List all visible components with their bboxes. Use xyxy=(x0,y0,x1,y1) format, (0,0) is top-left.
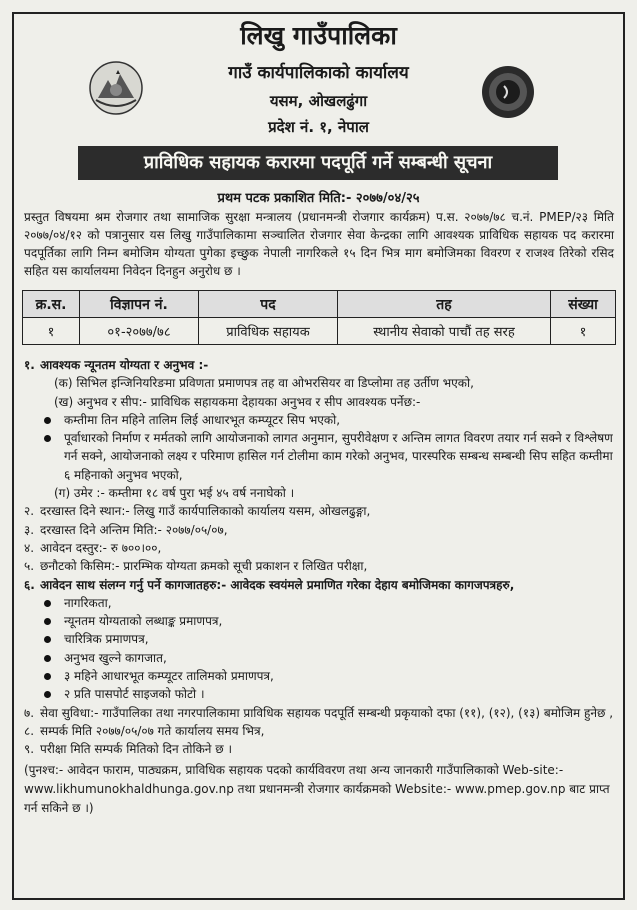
section-6: ६. आवेदन साथ संलग्न गर्नु पर्ने कागजातहरु:- आवेदक स्वयंमले प्रमाणित गरेका देहाय बमोजिमका कागजपत्रहरु, xyxy=(24,577,515,592)
col-count: संख्या xyxy=(551,291,616,318)
cell-position: प्राविधिक सहायक xyxy=(199,318,338,345)
col-serial: क्र.स. xyxy=(23,291,80,318)
col-ad-number: विज्ञापन नं. xyxy=(80,291,199,318)
col-position: पद xyxy=(199,291,338,318)
section-5: ५. छनौटको किसिम:- प्रारम्भिक योग्यता क्रमको सूची प्रकाशन र लिखित परीक्षा, xyxy=(24,559,368,574)
section-9: ९. परीक्षा मिति सम्पर्क मितिको दिन तोकिने छ । xyxy=(24,742,233,757)
list-item: चारित्रिक प्रमाणपत्र, xyxy=(24,630,616,648)
intro-paragraph: प्रस्तुत विषयमा श्रम रोजगार तथा सामाजिक सुरक्षा मन्त्रालय (प्रधानमन्त्री रोजगार कार्यक्रम) प.स. २०७७/७८ च.नं. PMEP/२३ मिति २०७७/०४/१२ को पत्रानुसार यस लिखु गाउँपालिकामा सञ्चालित रोजगार सेवा केन्द्रका लागि आवश्यक प्राविधिक सहायक पद करारमा पदपूर्तिका लागि निम्न बमोजिम योग्यता पुगेका इच्छुक नेपाली नागरिकले १५ दिन भित्र माग बमोजिमका विवरण र राजश्व तिरेको रसिद सहित यस कार्यालयमा निवेदन दिनहुन अनुरोध छ । xyxy=(24,210,614,278)
list-item: न्यूनतम योग्यताको लब्धाङ्क प्रमाणपत्र, xyxy=(24,612,616,630)
section-1-title: आवश्यक न्यूनतम योग्यता र अनुभव :- xyxy=(40,358,209,372)
cell-count: १ xyxy=(551,318,616,345)
section-1-kha: (ख) अनुभव र सीप:- प्राविधिक सहायकमा देहायका अनुभव र सीप आवश्यक पर्नेछ:- xyxy=(54,394,421,409)
province-name: प्रदेश नं. १, नेपाल xyxy=(268,118,369,136)
notice-title: प्राविधिक सहायक करारमा पदपूर्ति गर्ने सम्बन्धी सूचना xyxy=(78,146,558,180)
section-1-bullet-1: कम्तीमा तिन महिने तालिम लिई आधारभूत कम्प्यूटर सिप भएको, xyxy=(24,411,616,429)
office-location: यसम, ओखलढुंगा xyxy=(269,92,368,110)
municipality-name: लिखु गाउँपालिका xyxy=(240,21,397,50)
list-item: २ प्रति पासपोर्ट साइजको फोटो । xyxy=(24,685,616,703)
cell-level: स्थानीय सेवाको पाचौं तह सरह xyxy=(338,318,551,345)
list-item: अनुभव खुल्ने कागजात, xyxy=(24,649,616,667)
postscript-note: (पुनश्च:- आवेदन फाराम, पाठ्यक्रम, प्राविधिक सहायक पदको कार्यविवरण तथा अन्य जानकारी गाउँपालिकाको Web-site:- www.likhumunokhaldhunga.gov.np तथा प्रधानमन्त्री रोजगार कार्यक्रमको Website:- www.pmep.gov.np बाट प्राप्त गर्न सकिने छ ।) xyxy=(24,762,610,815)
notice-body xyxy=(24,356,616,818)
list-item: नागरिकता, xyxy=(24,594,616,612)
cell-serial: १ xyxy=(23,318,80,345)
section-1: १. आवश्यक न्यूनतम योग्यता र अनुभव :- xyxy=(24,358,209,372)
section-8: ८. सम्पर्क मिति २०७७/०५/०७ गते कार्यालय समय भित्र, xyxy=(24,723,265,738)
section-1-ga: (ग) उमेर :- कम्तीमा १८ वर्ष पुरा भई ४५ वर्ष ननाघेको । xyxy=(54,486,295,501)
cell-ad-number: ०१-२०७७/७८ xyxy=(80,318,199,345)
section-3: ३. दरखास्त दिने अन्तिम मिति:- २०७७/०५/०७, xyxy=(24,522,228,537)
letterhead xyxy=(0,18,637,137)
section-1-bullet-2: पूर्वाधारको निर्माण र मर्मतको लागि आयोजनाको लागत अनुमान, सुपरीवेक्षण र अन्तिम लागत विवरण तयार गर्न सक्ने र विश्लेषण गर्न सक्ने, आयोजनाको लक्ष्य र परिमाण हासिल गर्न टोलीमा काम गरेको अनुभव, पारस्परिक सम्बन्ध सम्बन्धी सिप सहित कम्तीमा ६ महिनाको अनुभव भएको, xyxy=(24,429,616,484)
table-row xyxy=(23,318,616,345)
section-4: ४. आवेदन दस्तुर:- रु ७००।००, xyxy=(24,540,162,555)
section-7: ७. सेवा सुविधा:- गाउँपालिका तथा नगरपालिकामा प्राविधिक सहायक पदपूर्ति सम्बन्धी प्रकृयाको दफा (११), (१२), (१३) बमोजिम हुनेछ , xyxy=(24,705,614,720)
col-level: तह xyxy=(338,291,551,318)
section-1-ka: (क) सिभिल इन्जिनियरिङमा प्रविणता प्रमाणपत्र तह वा ओभरसियर वा डिप्लोमा तह उर्तीण भएको, xyxy=(54,376,474,391)
office-name: गाउँ कार्यपालिकाको कार्यालय xyxy=(228,63,409,83)
list-item: ३ महिने आधारभूत कम्प्यूटर तालिमको प्रमाणपत्र, xyxy=(24,667,616,685)
publication-date: प्रथम पटक प्रकाशित मिति:- २०७७/०४/२५ xyxy=(217,191,420,206)
table-header-row xyxy=(23,291,616,318)
vacancy-table xyxy=(22,290,616,345)
section-2: २. दरखास्त दिने स्थान:- लिखु गाउँ कार्यपालिकाको कार्यालय यसम, ओखलढुङ्गा, xyxy=(24,504,371,519)
